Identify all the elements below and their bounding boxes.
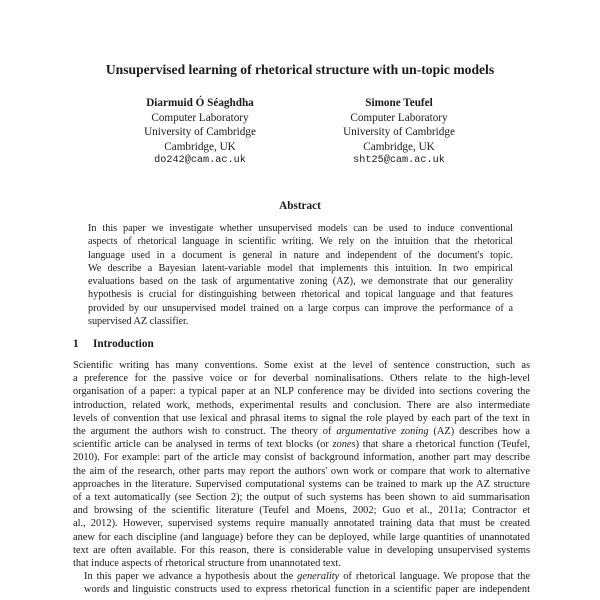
abstract-line: provided by our unsupervised model trained on a large corpus can improve the performance of a [88, 302, 513, 314]
text-line: organisation of a paper: a typical paper at an NLP conference may be divided into sections covering the [73, 386, 530, 398]
abstract-line: We describe a Bayesian latent-variable model that implements this intuition. In two empirical [88, 262, 513, 274]
author-affiliation-line: Cambridge, UK [363, 140, 435, 153]
abstract-line: hypothesis is crucial for distinguishing between rhetorical and topical language and that features [88, 289, 513, 301]
text-line: that induce aspects of rhetorical structure from unannotated text. [73, 558, 342, 570]
author-name: Simone Teufel [365, 97, 433, 109]
text-line: anew for each discipline (and language) before they can be deployed, while large quantities of unannotated [73, 531, 530, 543]
author-affiliation-line: Cambridge, UK [164, 140, 236, 153]
author-affiliation-line: University of Cambridge [144, 126, 256, 138]
text-line: levels of convention that use lexical and phrasal items to signal the role played by each part of the text in [73, 412, 530, 424]
term-emphasis: zones [332, 439, 356, 451]
author-email: sht25@cam.ac.uk [353, 155, 445, 166]
author-name: Diarmuid Ó Séaghdha [146, 97, 254, 109]
author-affiliation-line: Computer Laboratory [151, 111, 249, 124]
text-line: a preference for the passive voice or for deverbal nominalisations. Others relate to the high-level [73, 373, 530, 385]
text-line: 2010). For example: part of the article may consist of background information, another part may describe [73, 452, 530, 464]
text-line: al., 2012). However, supervised systems require manually annotated training data that must be created [73, 518, 530, 530]
abstract-line: supervised AZ classifier. [88, 316, 189, 328]
section-heading [73, 338, 154, 350]
text-line: Scientific writing has many conventions. Some exist at the level of sentence construction, such as [73, 360, 530, 371]
abstract-line: In this paper we investigate whether unsupervised models can be used to induce conventional [88, 223, 513, 234]
author-affiliation-line: University of Cambridge [343, 126, 455, 138]
term-emphasis: argumentative zoning [336, 426, 429, 438]
term-emphasis: generality [297, 571, 340, 583]
text-line: the argument the authors wish to construct. The theory of argumentative zoning (AZ) describes how a [73, 426, 530, 438]
abstract-body [88, 222, 513, 328]
section-number: 1 [73, 338, 79, 350]
abstract-heading: Abstract [279, 200, 321, 212]
text-line: the aim of the research, other parts may report the authors' own work or compare that work to alternative [73, 465, 530, 477]
section-title: Introduction [93, 338, 154, 350]
paragraph [73, 359, 530, 570]
text-line: words and linguistic constructs used to express rhetorical function in a scientific paper are independent [84, 584, 530, 596]
paragraph [73, 570, 530, 596]
author-block [299, 96, 499, 169]
author-affiliation-line: Computer Laboratory [350, 111, 448, 124]
text-line: scientific article can be analysed in terms of text blocks (or zones) that share a rhetorical function (Teufel, [73, 439, 530, 451]
abstract-line: evaluations based on the task of argumentative zoning (AZ), we demonstrate that our generality [88, 276, 513, 288]
text-line: text are often available. For this reason, there is considerable value in developing unsupervised systems [73, 544, 530, 556]
abstract-line: aspects of rhetorical language in scientific writing. We rely on the intuition that the rhetorical [88, 236, 513, 248]
abstract-line: language used in a document is general in nature and independent of the document's topic. [88, 249, 513, 261]
author-email: do242@cam.ac.uk [154, 155, 246, 166]
text-line: introduction, related work, methods, experimental results and conclusion. There are also intermediate [73, 399, 530, 411]
text-line: and browsing of the scientific literature (Teufel and Moens, 2002; Guo et al., 2011a; Contractor et [73, 505, 530, 517]
text-line: In this paper we advance a hypothesis about the generality of rhetorical language. We propose that the [84, 571, 530, 583]
text-line: approaches in the literature. Supervised computational systems can be trained to mark up the AZ structure [73, 478, 530, 490]
introduction-body [73, 359, 530, 597]
paper-title: Unsupervised learning of rhetorical structure with un-topic models [105, 62, 495, 77]
text-line: of a text automatically (see Section 2); the output of such systems has been shown to aid summarisation [73, 492, 530, 504]
author-block [100, 96, 300, 169]
